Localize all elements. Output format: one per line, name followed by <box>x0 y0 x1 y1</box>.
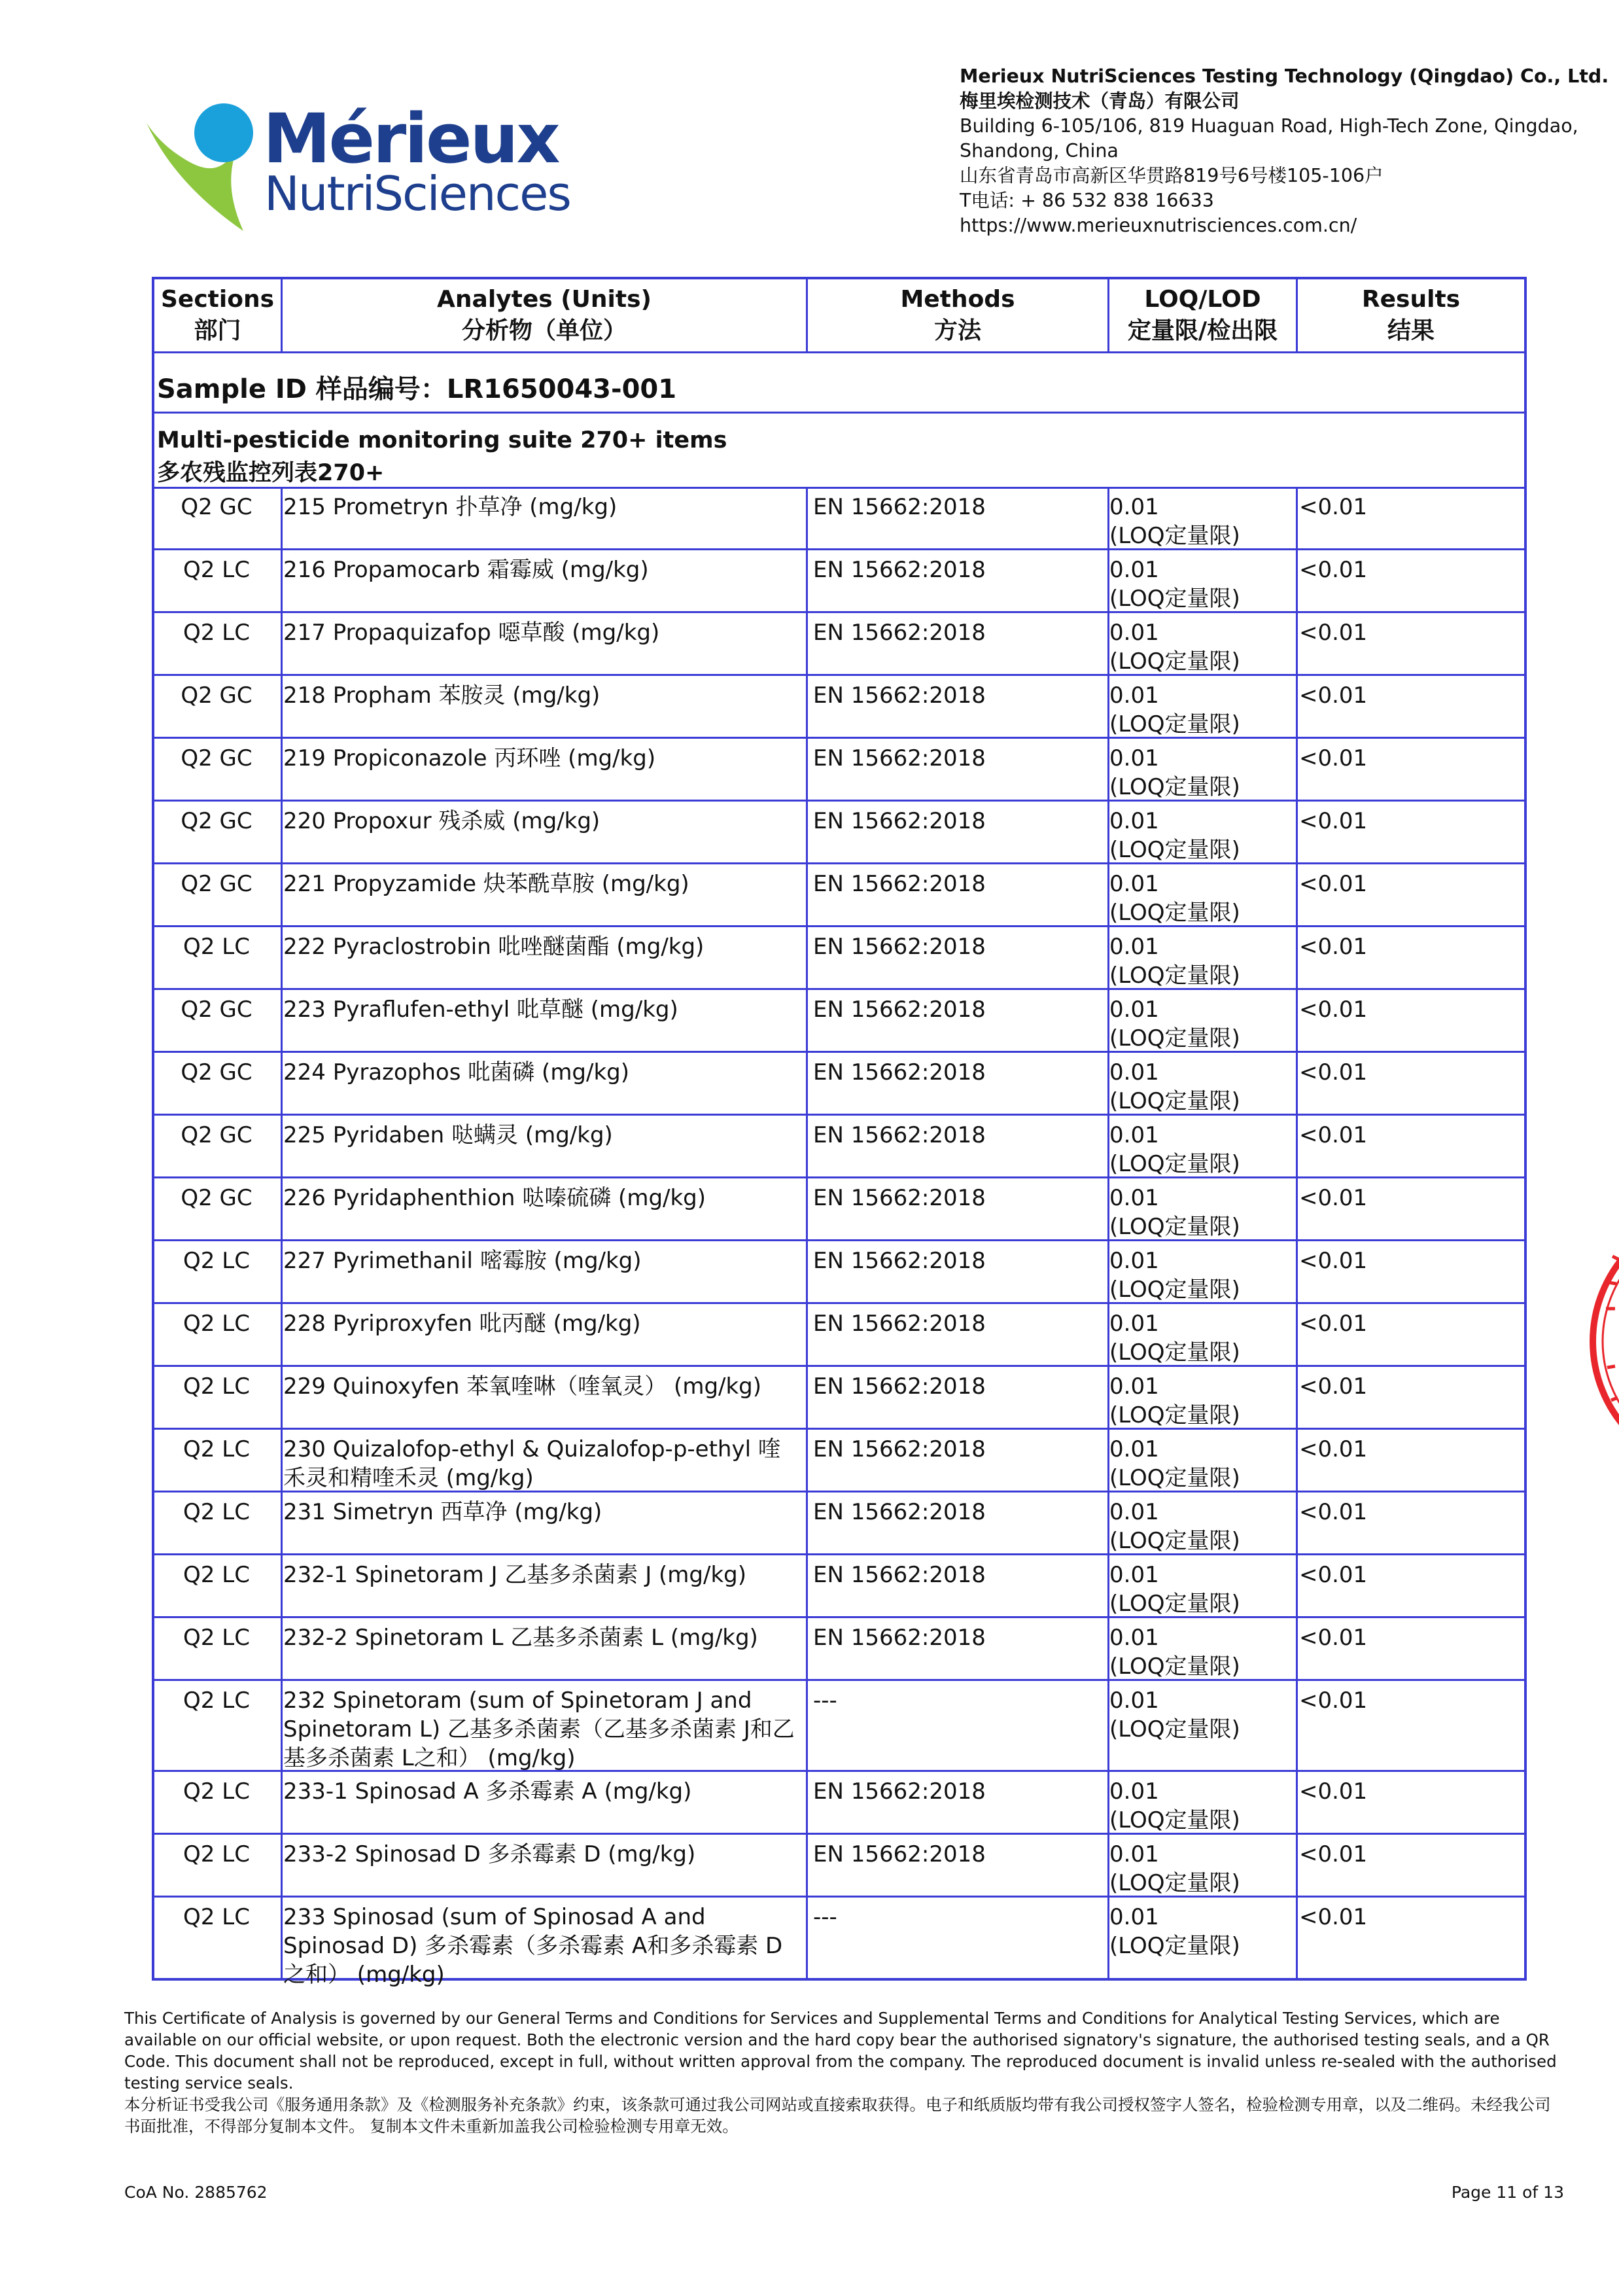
loq-value: 0.01 <box>1109 1122 1159 1148</box>
analyte-cell: 233-2 Spinosad D 多杀霉素 D (mg/kg) <box>283 1841 696 1867</box>
table-row <box>154 1178 1524 1241</box>
loq-note: (LOQ定量限) <box>1109 1933 1240 1959</box>
loq-value: 0.01 <box>1109 1904 1159 1930</box>
table-row <box>154 487 1524 550</box>
section-cell: Q2 LC <box>183 1436 250 1462</box>
loq-cell <box>1109 1372 1293 1430</box>
section-cell: Q2 LC <box>183 934 250 960</box>
analyte-cell: 222 Pyraclostrobin 吡唑醚菌酯 (mg/kg) <box>283 934 705 960</box>
loq-value: 0.01 <box>1109 1562 1159 1588</box>
analyte-cell: 225 Pyridaben 哒螨灵 (mg/kg) <box>283 1122 613 1148</box>
table-row <box>154 676 1524 739</box>
loq-note: (LOQ定量限) <box>1109 1716 1240 1742</box>
loq-value: 0.01 <box>1109 871 1159 897</box>
loq-cell <box>1109 1309 1293 1367</box>
col-header-sections: Sections 部门 <box>160 286 275 344</box>
logo-word-merieux: Mérieux <box>263 99 559 179</box>
loq-cell <box>1109 995 1293 1053</box>
result-cell: <0.01 <box>1299 620 1368 646</box>
loq-note: (LOQ定量限) <box>1109 1402 1240 1428</box>
table-row <box>154 1241 1524 1304</box>
loq-cell <box>1109 1623 1293 1681</box>
company-name-en: Merieux NutriSciences Testing Technology (Qingdao) Co., Ltd. <box>960 65 1609 87</box>
loq-value: 0.01 <box>1109 1436 1159 1462</box>
result-cell: <0.01 <box>1299 557 1368 583</box>
result-cell: <0.01 <box>1299 1904 1368 1930</box>
analyte-cell: 228 Pyriproxyfen 吡丙醚 (mg/kg) <box>283 1311 641 1337</box>
address-line-1: Building 6-105/106, 819 Huaguan Road, High-Tech Zone, Qingdao, <box>960 115 1578 137</box>
loq-cell <box>1109 618 1293 676</box>
method-cell: EN 15662:2018 <box>813 1841 986 1867</box>
loq-note: (LOQ定量限) <box>1109 1528 1240 1554</box>
loq-note: (LOQ定量限) <box>1109 900 1240 926</box>
table-row <box>154 990 1524 1053</box>
col-header-results: Results 结果 <box>1361 286 1461 344</box>
loq-note: (LOQ定量限) <box>1109 1591 1240 1617</box>
loq-note: (LOQ定量限) <box>1109 1870 1240 1896</box>
loq-value: 0.01 <box>1109 1625 1159 1651</box>
loq-cell <box>1109 744 1293 802</box>
loq-cell <box>1109 1121 1293 1178</box>
page-number: Page 11 of 13 <box>1451 2183 1564 2202</box>
loq-cell <box>1109 932 1293 990</box>
method-cell: EN 15662:2018 <box>813 997 986 1023</box>
analyte-cell: 229 Quinoxyfen 苯氧喹啉（喹氧灵） (mg/kg) <box>283 1373 762 1400</box>
section-cell: Q2 GC <box>181 494 252 520</box>
loq-value: 0.01 <box>1109 1059 1159 1086</box>
loq-note: (LOQ定量限) <box>1109 711 1240 737</box>
table-row <box>154 1772 1524 1835</box>
suite-title <box>157 424 727 489</box>
section-cell: Q2 LC <box>183 1687 250 1714</box>
coa-number: CoA No. 2885762 <box>124 2183 268 2202</box>
section-cell: Q2 GC <box>181 808 252 834</box>
table-row <box>154 739 1524 802</box>
table-row <box>154 927 1524 990</box>
table-row <box>154 1053 1524 1116</box>
loq-value: 0.01 <box>1109 1248 1159 1274</box>
loq-note: (LOQ定量限) <box>1109 586 1240 612</box>
analyte-cell: 221 Propyzamide 炔苯酰草胺 (mg/kg) <box>283 871 689 897</box>
analyte-cell: 233 Spinosad (sum of Spinosad A and Spinosad D) 多杀霉素（多杀霉素 A和多杀霉素 D之和） (mg/kg) <box>283 1904 783 1988</box>
method-cell: EN 15662:2018 <box>813 745 986 771</box>
loq-value: 0.01 <box>1109 557 1159 583</box>
table-row <box>154 550 1524 613</box>
section-cell: Q2 LC <box>183 1248 250 1274</box>
analyte-cell: 226 Pyridaphenthion 哒嗪硫磷 (mg/kg) <box>283 1185 706 1211</box>
result-cell: <0.01 <box>1299 1778 1368 1805</box>
analyte-cell: 224 Pyrazophos 吡菌磷 (mg/kg) <box>283 1059 630 1086</box>
loq-value: 0.01 <box>1109 997 1159 1023</box>
phone: T电话: + 86 532 838 16633 <box>960 190 1214 211</box>
section-cell: Q2 LC <box>183 1311 250 1337</box>
table-row <box>154 1618 1524 1681</box>
loq-cell <box>1109 1777 1293 1835</box>
method-cell: --- <box>813 1687 837 1714</box>
analyte-cell: 217 Propaquizafop 噁草酸 (mg/kg) <box>283 620 660 646</box>
loq-cell <box>1109 1246 1293 1304</box>
loq-note: (LOQ定量限) <box>1109 1214 1240 1240</box>
result-cell: <0.01 <box>1299 934 1368 960</box>
result-cell: <0.01 <box>1299 494 1368 520</box>
method-cell: EN 15662:2018 <box>813 934 986 960</box>
loq-cell <box>1109 870 1293 927</box>
merieux-logo <box>145 97 570 234</box>
analyte-cell: 223 Pyraflufen-ethyl 吡草醚 (mg/kg) <box>283 997 678 1023</box>
table-row <box>154 613 1524 676</box>
result-cell: <0.01 <box>1299 1373 1368 1400</box>
table-row <box>154 1835 1524 1898</box>
loq-note: (LOQ定量限) <box>1109 1653 1240 1680</box>
analyte-cell: 232-2 Spinetoram L 乙基多杀菌素 L (mg/kg) <box>283 1625 758 1651</box>
header-bottom-line <box>154 351 1524 353</box>
result-cell: <0.01 <box>1299 682 1368 709</box>
loq-value: 0.01 <box>1109 1778 1159 1805</box>
section-cell: Q2 LC <box>183 1904 250 1930</box>
section-cell: Q2 GC <box>181 682 252 709</box>
loq-value: 0.01 <box>1109 494 1159 520</box>
result-cell: <0.01 <box>1299 1059 1368 1086</box>
method-cell: EN 15662:2018 <box>813 1778 986 1805</box>
loq-value: 0.01 <box>1109 620 1159 646</box>
loq-note: (LOQ定量限) <box>1109 1277 1240 1303</box>
analyte-cell: 220 Propoxur 残杀威 (mg/kg) <box>283 808 601 834</box>
analyte-cell: 216 Propamocarb 霜霉威 (mg/kg) <box>283 557 649 583</box>
table-row <box>154 802 1524 864</box>
result-cell: <0.01 <box>1299 1625 1368 1651</box>
method-cell: EN 15662:2018 <box>813 1562 986 1588</box>
result-cell: <0.01 <box>1299 1122 1368 1148</box>
loq-cell <box>1109 556 1293 613</box>
col-header-analytes: Analytes (Units) 分析物（单位） <box>437 286 652 344</box>
section-cell: Q2 LC <box>183 1625 250 1651</box>
method-cell: EN 15662:2018 <box>813 1373 986 1400</box>
loq-cell <box>1109 1561 1293 1618</box>
method-cell: EN 15662:2018 <box>813 1122 986 1148</box>
method-cell: EN 15662:2018 <box>813 1499 986 1525</box>
loq-note: (LOQ定量限) <box>1109 1465 1240 1491</box>
loq-note: (LOQ定量限) <box>1109 523 1240 549</box>
result-cell: <0.01 <box>1299 871 1368 897</box>
address-line-2: Shandong, China <box>960 140 1119 162</box>
method-cell: EN 15662:2018 <box>813 1248 986 1274</box>
section-cell: Q2 LC <box>183 620 250 646</box>
loq-value: 0.01 <box>1109 808 1159 834</box>
method-cell: EN 15662:2018 <box>813 1625 986 1651</box>
loq-cell <box>1109 493 1293 550</box>
loq-note: (LOQ定量限) <box>1109 1088 1240 1114</box>
method-cell: EN 15662:2018 <box>813 1311 986 1337</box>
loq-note: (LOQ定量限) <box>1109 774 1240 800</box>
result-cell: <0.01 <box>1299 1562 1368 1588</box>
logo-swoosh-icon <box>145 97 263 234</box>
table-row <box>154 864 1524 927</box>
loq-cell <box>1109 1903 1293 1960</box>
section-cell: Q2 LC <box>183 1562 250 1588</box>
legal-notice <box>124 2007 1557 2137</box>
analyte-cell: 227 Pyrimethanil 嘧霉胺 (mg/kg) <box>283 1248 642 1274</box>
section-cell: Q2 GC <box>181 1122 252 1148</box>
analyte-cell: 218 Propham 苯胺灵 (mg/kg) <box>283 682 601 709</box>
result-cell: <0.01 <box>1299 1436 1368 1462</box>
testing-seal <box>1586 1204 1619 1479</box>
table-row <box>154 1555 1524 1618</box>
loq-value: 0.01 <box>1109 682 1159 709</box>
analyte-cell: 232 Spinetoram (sum of Spinetoram J and Spinetoram L) 乙基多杀菌素（乙基多杀菌素 J和乙基多杀菌素 L之和） (mg/kg) <box>283 1687 795 1771</box>
section-cell: Q2 LC <box>183 1778 250 1805</box>
section-cell: Q2 GC <box>181 871 252 897</box>
section-cell: Q2 LC <box>183 1841 250 1867</box>
analyte-cell: 230 Quizalofop-ethyl & Quizalofop-p-ethyl 喹禾灵和精喹禾灵 (mg/kg) <box>283 1436 780 1491</box>
method-cell: EN 15662:2018 <box>813 808 986 834</box>
logo-word-nutrisciences: NutriSciences <box>264 166 570 221</box>
section-cell: Q2 GC <box>181 745 252 771</box>
header-divider <box>281 279 283 353</box>
result-cell: <0.01 <box>1299 1311 1368 1337</box>
section-cell: Q2 LC <box>183 1373 250 1400</box>
loq-note: (LOQ定量限) <box>1109 1151 1240 1177</box>
loq-value: 0.01 <box>1109 1499 1159 1525</box>
method-cell: EN 15662:2018 <box>813 682 986 709</box>
legal-notice-zh: 本分析证书受我公司《服务通用条款》及《检测服务补充条款》约束，该条款可通过我公司网站或直接索取获得。电子和纸质版均带有我公司授权签字人签名，检验检测专用章，以及二维码。未经我公司书面批准，不得部分复制本文件。 复制本文件未重新加盖我公司检验检测专用章无效。 <box>124 2095 1551 2136</box>
analyte-cell: 233-1 Spinosad A 多杀霉素 A (mg/kg) <box>283 1778 692 1805</box>
result-cell: <0.01 <box>1299 808 1368 834</box>
analyte-cell: 219 Propiconazole 丙环唑 (mg/kg) <box>283 745 656 771</box>
loq-value: 0.01 <box>1109 745 1159 771</box>
section-cell: Q2 GC <box>181 997 252 1023</box>
loq-value: 0.01 <box>1109 1841 1159 1867</box>
sample-id: Sample ID 样品编号：LR1650043-001 <box>157 374 677 404</box>
method-cell: --- <box>813 1904 837 1930</box>
result-cell: <0.01 <box>1299 1499 1368 1525</box>
loq-cell <box>1109 1435 1293 1492</box>
table-row <box>154 1304 1524 1367</box>
method-cell: EN 15662:2018 <box>813 557 986 583</box>
table-row <box>154 1492 1524 1555</box>
table-row <box>154 1116 1524 1178</box>
analyte-cell: 231 Simetryn 西草净 (mg/kg) <box>283 1499 602 1525</box>
loq-note: (LOQ定量限) <box>1109 1807 1240 1833</box>
loq-cell <box>1109 1058 1293 1116</box>
col-header-loq-lod: LOQ/LOD 定量限/检出限 <box>1127 286 1278 344</box>
sample-separator <box>154 412 1524 414</box>
loq-cell <box>1109 1840 1293 1898</box>
method-cell: EN 15662:2018 <box>813 1185 986 1211</box>
loq-cell <box>1109 1184 1293 1241</box>
table-row <box>154 1367 1524 1430</box>
loq-cell <box>1109 807 1293 864</box>
analyte-cell: 215 Prometryn 扑草净 (mg/kg) <box>283 494 618 520</box>
method-cell: EN 15662:2018 <box>813 1436 986 1462</box>
result-cell: <0.01 <box>1299 1248 1368 1274</box>
header-divider <box>1296 279 1298 353</box>
website-link[interactable]: https://www.merieuxnutrisciences.com.cn/ <box>960 215 1357 236</box>
table-header <box>154 279 1524 353</box>
company-name-zh: 梅里埃检测技术（青岛）有限公司 <box>960 90 1240 112</box>
section-cell: Q2 GC <box>181 1185 252 1211</box>
address-line-zh: 山东省青岛市高新区华贯路819号6号楼105-106户 <box>960 165 1384 186</box>
loq-note: (LOQ定量限) <box>1109 1339 1240 1366</box>
method-cell: EN 15662:2018 <box>813 494 986 520</box>
loq-note: (LOQ定量限) <box>1109 1025 1240 1051</box>
section-cell: Q2 LC <box>183 557 250 583</box>
company-address-block <box>960 64 1607 238</box>
result-cell: <0.01 <box>1299 1841 1368 1867</box>
loq-cell <box>1109 1686 1293 1744</box>
loq-value: 0.01 <box>1109 1373 1159 1400</box>
header-divider <box>806 279 808 353</box>
table-row <box>154 1430 1524 1492</box>
loq-value: 0.01 <box>1109 1185 1159 1211</box>
loq-value: 0.01 <box>1109 934 1159 960</box>
loq-value: 0.01 <box>1109 1687 1159 1714</box>
suite-title-en: Multi-pesticide monitoring suite 270+ items <box>157 427 727 453</box>
method-cell: EN 15662:2018 <box>813 1059 986 1086</box>
section-cell: Q2 LC <box>183 1499 250 1525</box>
loq-note: (LOQ定量限) <box>1109 837 1240 863</box>
loq-value: 0.01 <box>1109 1311 1159 1337</box>
col-header-methods: Methods 方法 <box>900 286 1015 344</box>
loq-cell <box>1109 1498 1293 1555</box>
suite-title-zh: 多农残监控列表270+ <box>157 460 385 486</box>
section-cell: Q2 GC <box>181 1059 252 1086</box>
table-row <box>154 1681 1524 1772</box>
analyte-cell: 232-1 Spinetoram J 乙基多杀菌素 J (mg/kg) <box>283 1562 746 1588</box>
result-cell: <0.01 <box>1299 1687 1368 1714</box>
method-cell: EN 15662:2018 <box>813 871 986 897</box>
loq-note: (LOQ定量限) <box>1109 963 1240 989</box>
method-cell: EN 15662:2018 <box>813 620 986 646</box>
table-row <box>154 1898 1524 1988</box>
header-divider <box>1107 279 1109 353</box>
loq-note: (LOQ定量限) <box>1109 648 1240 675</box>
result-cell: <0.01 <box>1299 997 1368 1023</box>
result-cell: <0.01 <box>1299 745 1368 771</box>
legal-notice-en: This Certificate of Analysis is governed by our General Terms and Conditions for Services and Supplemental Terms and Conditions for Analytical Testing Services, which are available on our official website, or upon request. Both the electronic version and the hard copy bear the authorised signatory's signature, the authorised testing seals, and a QR Code. This document shall not be reproduced, except in full, without written approval from the company. The reproduced document is invalid unless re-sealed with the authorised testing service seals. <box>124 2009 1557 2093</box>
result-cell: <0.01 <box>1299 1185 1368 1211</box>
loq-cell <box>1109 681 1293 739</box>
